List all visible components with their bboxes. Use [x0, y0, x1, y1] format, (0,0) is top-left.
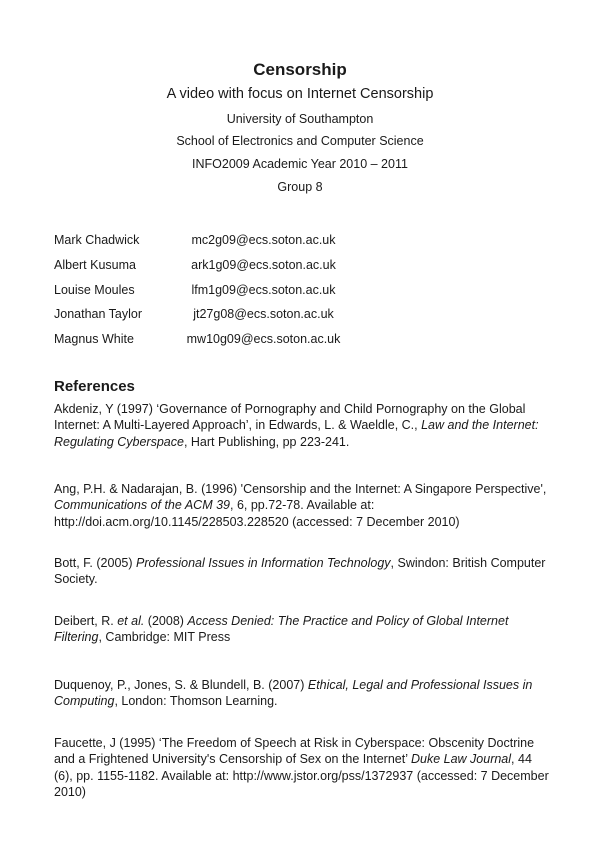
reference-entry	[54, 677, 554, 710]
reference-text: Faucette, J (1995) ‘The Freedom of Speech at Risk in Cyberspace: Obscenity Doctrine and a Frightened University's Censorship of Sex on the Internet’	[54, 736, 535, 767]
member-name: Louise Moules	[54, 282, 135, 297]
reference-title-italic: Access Denied: The Practice and Policy of Global Internet Filtering	[54, 614, 509, 645]
reference-text: , 6, pp.72-78. Available at: http://doi.acm.org/10.1145/228503.228520 (accessed: 7 December 2010)	[54, 498, 460, 529]
reference-text: Bott, F. (2005)	[54, 556, 136, 570]
member-name: Mark Chadwick	[54, 233, 140, 247]
reference-entry	[54, 481, 554, 530]
reference-text: , 44 (6), pp. 1155-1182. Available at: http://www.jstor.org/pss/1372937 (accessed: 7 December 2010)	[54, 752, 549, 799]
reference-title-italic: Duke Law Journal	[410, 752, 512, 767]
reference-entry	[54, 401, 554, 450]
member-name: Jonathan Taylor	[54, 307, 143, 322]
reference-entry	[54, 555, 554, 588]
school-name: School of Electronics and Computer Science	[176, 134, 424, 148]
member-email: mw10g09@ecs.soton.ac.uk	[186, 332, 341, 347]
member-row	[54, 304, 374, 329]
member-name: Magnus White	[54, 332, 134, 347]
member-row	[54, 280, 374, 305]
reference-text: Deibert, R.	[54, 614, 118, 628]
reference-title-italic: Law and the Internet: Regulating Cyberspace	[54, 418, 539, 449]
course-info: INFO2009 Academic Year 2010 – 2011	[192, 157, 408, 171]
member-email: lfm1g09@ecs.soton.ac.uk	[191, 282, 336, 297]
reference-text: Akdeniz, Y (1997) ‘Governance of Pornography and Child Pornography on the Global Internet: A Multi-Layered Approach’, in Edwards, L. & Waeldle, C.,	[54, 402, 526, 433]
reference-title-italic: Ethical, Legal and Professional Issues in Computing	[54, 678, 533, 709]
reference-text: , Swindon: British Computer Society.	[54, 556, 546, 587]
university-name: University of Southampton	[226, 112, 374, 126]
member-list	[54, 230, 374, 354]
member-row	[54, 255, 374, 280]
reference-text: Duquenoy, P., Jones, S. & Blundell, B. (2007)	[54, 678, 308, 692]
member-row	[54, 230, 374, 255]
member-email: ark1g09@ecs.soton.ac.uk	[191, 257, 336, 272]
member-row	[54, 329, 374, 354]
group-label: Group 8	[277, 180, 323, 194]
reference-text: , London: Thomson Learning.	[114, 694, 278, 709]
document-subtitle: A video with focus on Internet Censorship	[166, 86, 434, 102]
member-email: mc2g09@ecs.soton.ac.uk	[191, 233, 336, 247]
reference-text: , Hart Publishing, pp 223-241.	[183, 434, 350, 449]
member-name: Albert Kusuma	[54, 257, 136, 272]
reference-text: Ang, P.H. & Nadarajan, B. (1996) 'Censorship and the Internet: A Singapore Perspective',	[54, 482, 547, 496]
document-title: Censorship	[253, 60, 347, 79]
reference-title-italic: Professional Issues in Information Technology	[135, 556, 391, 570]
references-heading: References	[54, 378, 135, 395]
reference-text: (2008)	[144, 614, 188, 628]
reference-title-italic: et al.	[117, 614, 145, 628]
reference-title-italic: Communications of the ACM 39	[54, 498, 231, 513]
reference-entry	[54, 613, 554, 646]
member-email: jt27g08@ecs.soton.ac.uk	[193, 307, 334, 322]
reference-text: , Cambridge: MIT Press	[98, 630, 231, 645]
reference-entry	[54, 735, 554, 800]
